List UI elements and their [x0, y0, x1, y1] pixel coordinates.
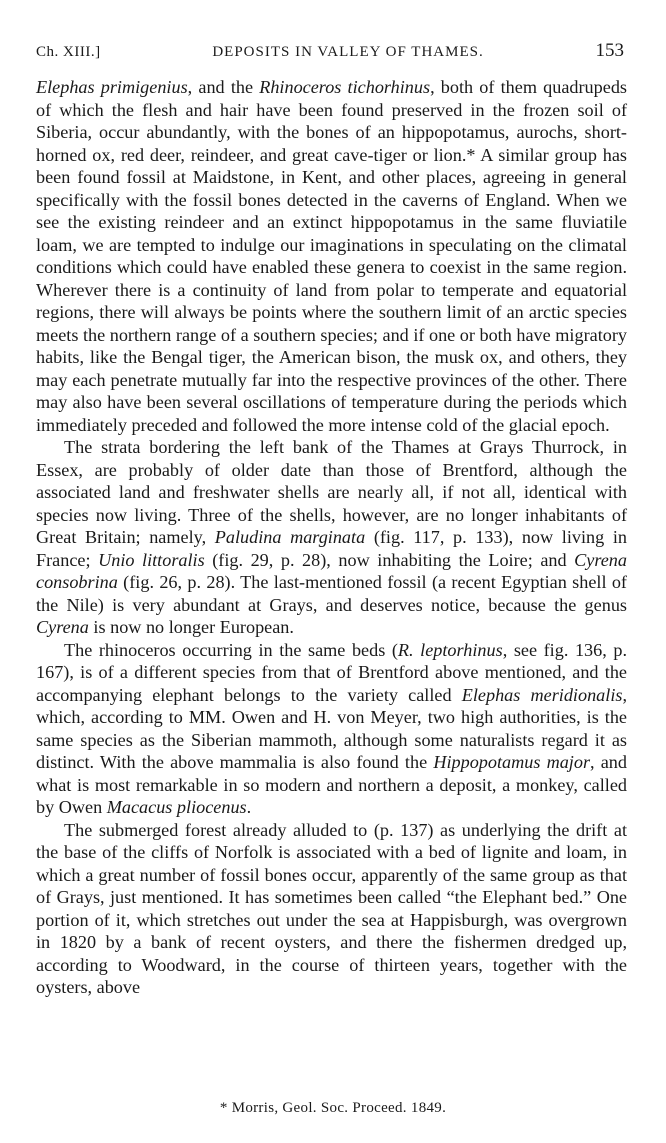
text-run: , see fig. 136, p. 167), is of a different species from that of Brentford above mentioned, and the accompanying elephant belongs to the variety called	[36, 639, 627, 705]
italic-text: Macacus pliocenus	[106, 797, 247, 817]
running-title: DEPOSITS IN VALLEY OF THAMES.	[212, 44, 484, 60]
text-run: , and what is most remarkable in so modern and northern a deposit, a monkey, called by Owen	[36, 752, 627, 817]
paragraph	[36, 76, 627, 436]
paragraph	[36, 436, 627, 639]
chapter-label: Ch. XIII.]	[36, 44, 101, 60]
text-run: .	[246, 797, 252, 817]
italic-text: Elephas meridionalis	[461, 684, 623, 705]
text-run: , both of them quadrupeds of which the flesh and hair have been found preserved in the frozen soil of Siberia, occur abundantly, with the bones of an hippopotamus, aurochs, short-horned ox, red deer, reindeer, and great cave-tiger or lion.* A similar group has been found fossil at Maidstone, in Kent, and other places, agreeing in general specifically with the fossil bones detected in the caverns of England. When we see the existing reindeer and an extinct hippopotamus in the same fluviatile loam, we are tempted to indulge our imaginations in speculating on the climatal conditions which could have enabled these genera to coexist in the same region. Wherever there is a continuity of land from polar to temperate and equatorial regions, there will always be points where the southern limit of an arctic species meets the northern range of a southern species; and if one or both have migratory habits, like the Bengal tiger, the American bison, the musk ox, and others, they may each penetrate mutually far into the respective provinces of the other. There may also have been several oscillations of temperature during the periods which immediately preceded and followed the more intense cold of the glacial epoch.	[36, 77, 627, 435]
text-run: (fig. 117, p. 133), now living in France;	[36, 527, 627, 570]
paragraph	[36, 819, 627, 999]
italic-text: Unio littoralis	[98, 549, 205, 570]
italic-text: Elephas primigenius	[36, 77, 188, 97]
italic-text: Hippopotamus major	[433, 752, 591, 772]
italic-text: Rhinoceros tichorhinus	[259, 77, 431, 97]
text-run: , which, according to MM. Owen and H. von Meyer, two high authorities, is the same species as the Siberian mammoth, although some naturalists regard it as distinct. With the above mammalia is also found the	[36, 684, 627, 772]
italic-text: Cyrena consobrina	[36, 549, 627, 592]
text-run: The rhinoceros occurring in the same beds (	[64, 639, 398, 660]
page-number: 153	[595, 40, 624, 61]
text-run: (fig. 26, p. 28). The last-mentioned fossil (a recent Egyptian shell of the Nile) is very abundant at Grays, and deserves notice, because the genus	[36, 572, 627, 615]
italic-text: R. leptorhinus	[397, 639, 503, 660]
footnote: * Morris, Geol. Soc. Proceed. 1849.	[219, 1100, 447, 1116]
italic-text: Paludina marginata	[214, 527, 366, 547]
body-text	[36, 76, 627, 999]
text-run: , and the	[187, 77, 260, 97]
text-run: The submerged forest already alluded to (p. 137) as underlying the drift at the base of the cliffs of Norfolk is associated with a bed of lignite and loam, in which a great number of fossil bones occur, apparently of the same group as that of Grays, just mentioned. It has sometimes been called “the Elephant bed.” One portion of it, which stretches out under the sea at Happisburgh, was overgrown in 1820 by a bank of recent oysters, and there the fishermen dredged up, according to Woodward, in the course of thirteen years, together with the oysters, above	[36, 819, 627, 997]
text-run: (fig. 29, p. 28), now inhabiting the Loire; and	[204, 549, 575, 570]
text-run: is now no longer European.	[88, 617, 294, 637]
text-run: The strata bordering the left bank of the Thames at Grays Thurrock, in Essex, are probably of older date than those of Brentford, although the associated land and freshwater shells are nearly all, if not all, identical with species now living. Three of the shells, however, are no longer inhabitants of Great Britain; namely,	[36, 437, 627, 547]
italic-text: Cyrena	[36, 617, 89, 637]
running-header	[36, 40, 624, 62]
paragraph	[36, 639, 627, 819]
